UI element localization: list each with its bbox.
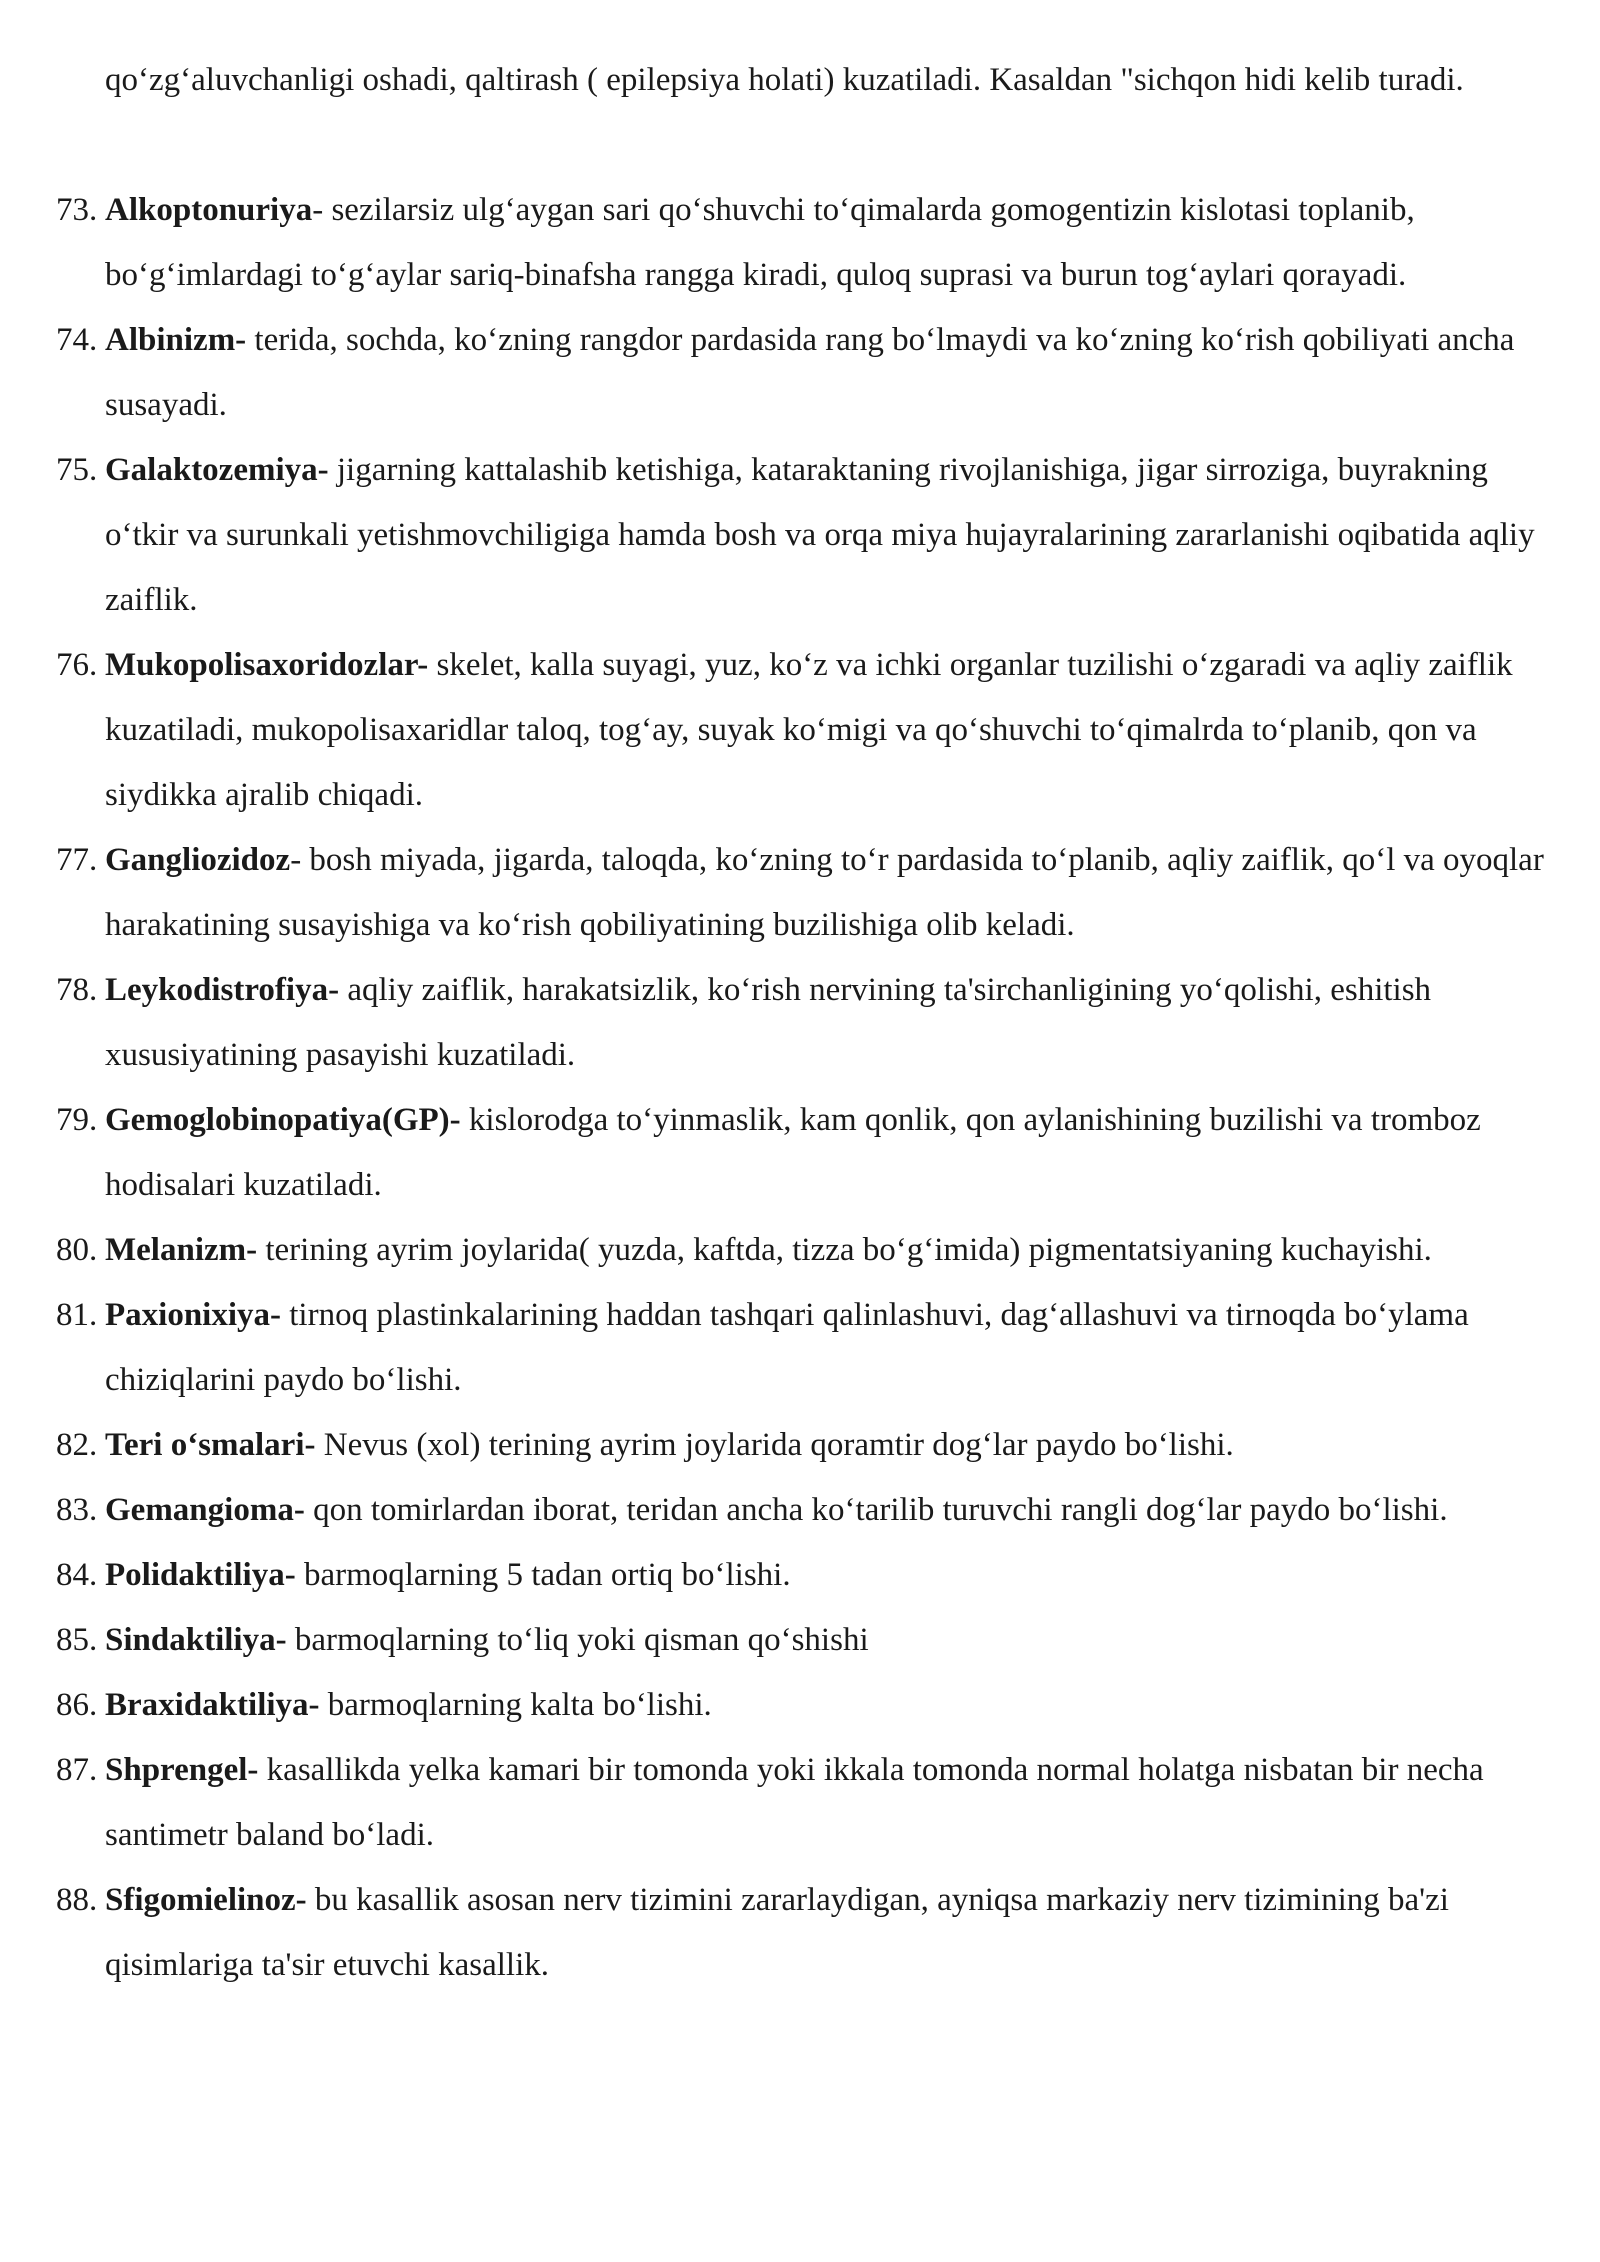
list-item [0, 633, 1560, 828]
list-item [0, 1218, 1560, 1283]
list-item [0, 1283, 1560, 1413]
item-number: 76. [56, 647, 98, 683]
list-item [0, 308, 1560, 438]
item-term: Mukopolisaxoridozlar- [105, 647, 429, 683]
list-item [0, 1413, 1560, 1478]
item-number: 82. [56, 1427, 98, 1463]
item-number: 84. [56, 1557, 98, 1593]
item-term: Braxidaktiliya- [105, 1687, 320, 1723]
item-term: Leykodistrofiya- [105, 972, 340, 1008]
item-term: Sindaktiliya- [105, 1622, 287, 1658]
continuation-paragraph: qo‘zg‘aluvchanligi oshadi, qaltirash ( epilepsiya holati) kuzatiladi. Kasaldan "sichqon hidi kelib turadi. [105, 62, 1464, 98]
item-definition: qon tomirlardan iborat, teridan ancha ko‘tarilib turuvchi rangli dog‘lar paydo bo‘lishi. [304, 1492, 1448, 1528]
item-definition: tirnoq plastinkalarining haddan tashqari qalinlashuvi, dag‘allashuvi va tirnoqda bo‘ylama chiziqlarini paydo bo‘lishi. [105, 1297, 1469, 1398]
list-item [0, 1868, 1560, 1998]
item-definition: jigarning kattalashib ketishiga, kataraktaning rivojlanishiga, jigar sirroziga, buyrakning o‘tkir va surunkali yetishmovchiligiga hamda bosh va orqa miya hujayralarining zararlanishi oqibatida aqliy zaiflik. [105, 452, 1535, 618]
item-definition: barmoqlarning kalta bo‘lishi. [319, 1687, 712, 1723]
item-term: Gemoglobinopatiya(GP)- [105, 1102, 461, 1138]
list-item [0, 1478, 1560, 1543]
item-definition: Nevus (xol) terining ayrim joylarida qoramtir dog‘lar paydo bo‘lishi. [315, 1427, 1234, 1463]
item-definition: barmoqlarning 5 tadan ortiq bo‘lishi. [295, 1557, 791, 1593]
list-item [0, 1608, 1560, 1673]
list-item [0, 1088, 1560, 1218]
list-item [0, 958, 1560, 1088]
item-definition: terining ayrim joylarida( yuzda, kaftda, tizza bo‘g‘imida) pigmentatsiyaning kuchayishi. [257, 1232, 1432, 1268]
item-number: 73. [56, 192, 98, 228]
item-number: 85. [56, 1622, 98, 1658]
item-number: 83. [56, 1492, 98, 1528]
item-definition: terida, sochda, ko‘zning rangdor pardasida rang bo‘lmaydi va ko‘zning ko‘rish qobiliyati ancha susayadi. [105, 322, 1515, 423]
item-term: Shprengel- [105, 1752, 259, 1788]
item-term: Sfigomielinoz- [105, 1882, 307, 1918]
item-definition: aqliy zaiflik, harakatsizlik, ko‘rish nervining ta'sirchanligining yo‘qolishi, eshitish xususiyatining pasayishi kuzatiladi. [105, 972, 1432, 1073]
item-definition: skelet, kalla suyagi, yuz, ko‘z va ichki organlar tuzilishi o‘zgaradi va aqliy zaiflik kuzatiladi, mukopolisaxaridlar taloq, tog‘ay, suyak ko‘migi va qo‘shuvchi to‘qimalrda to‘planib, qon va siydikka ajralib chiqadi. [105, 647, 1513, 813]
list-item [0, 1673, 1560, 1738]
item-definition: barmoqlarning to‘liq yoki qisman qo‘shishi [286, 1622, 869, 1658]
item-definition: - bosh miyada, jigarda, taloqda, ko‘zning to‘r pardasida to‘planib, aqliy zaiflik, qo‘l va oyoqlar harakatining susayishiga va ko‘rish qobiliyatining buzilishiga olib keladi. [105, 842, 1544, 943]
item-term: Albinizm- [105, 322, 247, 358]
item-number: 80. [56, 1232, 98, 1268]
definition-list [0, 178, 1600, 1998]
item-number: 79. [56, 1102, 98, 1138]
item-definition: kasallikda yelka kamari bir tomonda yoki ikkala tomonda normal holatga nisbatan bir necha santimetr baland bo‘ladi. [105, 1752, 1484, 1853]
item-term: Gemangioma- [105, 1492, 305, 1528]
item-number: 86. [56, 1687, 98, 1723]
item-number: 81. [56, 1297, 98, 1333]
item-number: 77. [56, 842, 98, 878]
item-term: Teri o‘smalari- [105, 1427, 316, 1463]
item-definition: - sezilarsiz ulg‘aygan sari qo‘shuvchi to‘qimalarda gomogentizin kislotasi toplanib, bo‘g‘imlardagi to‘g‘aylar sariq-binafsha rangga kiradi, quloq suprasi va burun tog‘aylari qorayadi. [105, 192, 1415, 293]
list-item [0, 438, 1560, 633]
item-term: Paxionixiya- [105, 1297, 282, 1333]
item-term: Alkoptonuriya [105, 192, 313, 228]
item-number: 88. [56, 1882, 98, 1918]
item-term: Melanizm- [105, 1232, 258, 1268]
item-term: Galaktozemiya- [105, 452, 329, 488]
item-term: Polidaktiliya- [105, 1557, 296, 1593]
item-term: Gangliozidoz [105, 842, 291, 878]
item-number: 78. [56, 972, 98, 1008]
list-item [0, 1738, 1560, 1868]
item-number: 87. [56, 1752, 98, 1788]
list-item [0, 1543, 1560, 1608]
item-number: 75. [56, 452, 98, 488]
item-definition: kislorodga to‘yinmaslik, kam qonlik, qon aylanishining buzilishi va tromboz hodisalari kuzatiladi. [105, 1102, 1481, 1203]
item-number: 74. [56, 322, 98, 358]
list-item [0, 178, 1560, 308]
item-definition: bu kasallik asosan nerv tizimini zararlaydigan, ayniqsa markaziy nerv tizimining ba'zi qisimlariga ta'sir etuvchi kasallik. [105, 1882, 1449, 1983]
list-item [0, 828, 1560, 958]
